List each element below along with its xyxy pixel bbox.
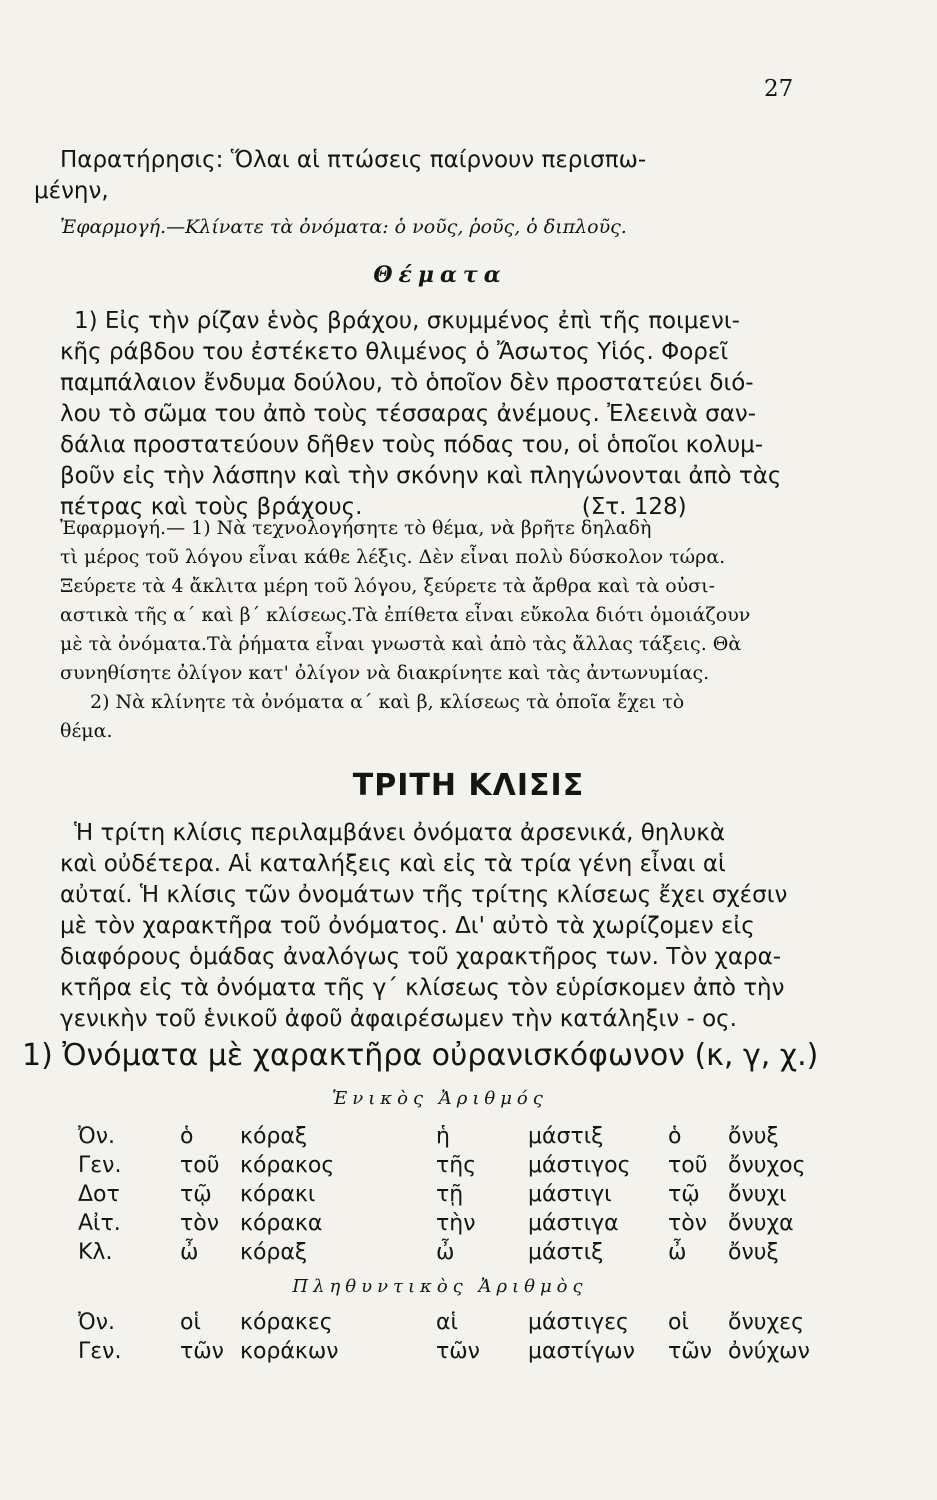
plural-table <box>78 1308 858 1366</box>
page-number: 27 <box>764 76 794 102</box>
table-row <box>78 1180 858 1209</box>
table-cell: τὸν <box>180 1211 219 1236</box>
paragraph-line: λου τὸ σῶμα του ἀπὸ τοὺς τέσσαρας ἀνέμους. Ἐλεεινὰ σαν- <box>60 401 756 427</box>
table-cell: τῇ <box>436 1182 464 1207</box>
table-cell: ὦ <box>180 1240 199 1265</box>
table-row <box>78 1151 858 1180</box>
subsection-title: 1) Ὀνόματα μὲ χαρακτῆρα οὐρανισκόφωνον (κ, γ, χ.) <box>22 1038 819 1073</box>
table-cell: κόραξ <box>240 1240 308 1265</box>
table-cell: κόρακα <box>240 1211 323 1236</box>
paragraph-line: πέτρας καὶ τοὺς βράχους. (Στ. 128) <box>60 494 687 520</box>
table-cell: ὄνυχα <box>728 1211 794 1236</box>
table-cell: μάστιγι <box>528 1182 612 1207</box>
theme-1-paragraph <box>60 306 820 523</box>
table-row <box>78 1308 858 1337</box>
case-label: Γεν. <box>78 1153 122 1178</box>
table-cell: ὀνύχων <box>728 1339 810 1364</box>
table-cell: μάστιξ <box>528 1124 604 1149</box>
paragraph-line: κτῆρα εἰς τὰ ὀνόματα τῆς γ΄ κλίσεως τὸν εὑρίσκομεν ἀπὸ τὴν <box>60 975 785 1001</box>
case-label: Γεν. <box>78 1339 122 1364</box>
table-cell: μάστιγος <box>528 1153 631 1178</box>
note-line: Παρατήρησις: Ὅλαι αἱ πτώσεις παίρνουν περισπω- <box>60 147 647 173</box>
table-cell: οἱ <box>180 1310 201 1335</box>
table-cell: ὦ <box>668 1240 687 1265</box>
paragraph-line: μὲ τὸν χαρακτῆρα τοῦ ὀνόματος. Δι' αὐτὸ τὰ χωρίζομεν εἰς <box>60 913 755 939</box>
table-cell: ὁ <box>668 1124 682 1149</box>
table-cell: ὄνυχι <box>728 1182 787 1207</box>
table-cell: κοράκων <box>240 1339 339 1364</box>
table-cell: τῆς <box>436 1153 477 1178</box>
table-cell: ὁ <box>180 1124 194 1149</box>
table-cell: τὸν <box>668 1211 707 1236</box>
case-label: Δοτ <box>78 1182 120 1207</box>
table-cell: κόρακος <box>240 1153 335 1178</box>
paragraph-line: παμπάλαιον ἔνδυμα δούλου, τὸ ὁποῖον δὲν προστατεύει διό- <box>60 370 754 396</box>
paragraph-line: Ἐφαρμογή.— 1) Νὰ τεχνολογήσητε τὸ θέμα, νὰ βρῆτε δηλαδὴ <box>60 517 652 539</box>
table-cell: κόρακες <box>240 1310 333 1335</box>
paragraph-line: θέμα. <box>60 720 113 742</box>
table-cell: τοῦ <box>180 1153 220 1178</box>
singular-label: Ἑνικὸς Ἀριθμός <box>332 1088 548 1109</box>
table-cell: μάστιγες <box>528 1310 629 1335</box>
paragraph-line: αὐταί. Ἡ κλίσις τῶν ὀνομάτων τῆς τρίτης κλίσεως ἔχει σχέσιν <box>60 882 788 908</box>
paragraph-line: Ἡ τρίτη κλίσις περιλαμβάνει ὀνόματα ἀρσενικά, θηλυκὰ <box>74 820 726 846</box>
paragraph-line: κῆς ράβδου του ἐστέκετο θλιμένος ὁ Ἄσωτος Υἱός. Φορεῖ <box>60 339 729 365</box>
table-cell: τῶν <box>668 1339 712 1364</box>
case-label: Ὀν. <box>78 1310 115 1335</box>
table-row <box>78 1238 858 1267</box>
table-cell: ὄνυχος <box>728 1153 806 1178</box>
table-cell: ἡ <box>436 1124 450 1149</box>
paragraph-line: δάλια προστατεύουν δῆθεν τοὺς πόδας του, οἱ ὁποῖοι κολυμ- <box>60 432 764 458</box>
table-cell: τῶν <box>180 1339 224 1364</box>
table-cell: αἱ <box>436 1310 458 1335</box>
paragraph-line: Ξεύρετε τὰ 4 ἄκλιτα μέρη τοῦ λόγου, ξεύρετε τὰ ἄρθρα καὶ τὰ οὐσι- <box>60 575 716 597</box>
paragraph-line: 2) Νὰ κλίνητε τὰ ὀνόματα α΄ καὶ β, κλίσεως τὰ ὁποῖα ἔχει τὸ <box>90 691 685 713</box>
paragraph-line: τὶ μέρος τοῦ λόγου εἶναι κάθε λέξις. Δὲν εἶναι πολὺ δύσκολον τώρα. <box>60 546 726 568</box>
paragraph-line: αστικὰ τῆς α΄ καὶ β΄ κλίσεως.Τὰ ἐπίθετα εἶναι εὔκολα διότι ὁμοιάζουν <box>60 604 751 626</box>
application-paragraph <box>60 514 840 746</box>
case-label: Κλ. <box>78 1240 113 1265</box>
table-cell: ὦ <box>436 1240 455 1265</box>
exercise-1 <box>60 213 820 242</box>
section-heading: ΤΡΙΤΗ ΚΛΙΣΙΣ <box>352 768 585 803</box>
case-label: Ὀν. <box>78 1124 115 1149</box>
singular-table <box>78 1122 858 1267</box>
table-cell: μάστιγα <box>528 1211 619 1236</box>
paragraph-line: συνηθίσητε ὀλίγον κατ' ὀλίγον νὰ διακρίνητε καὶ τὰς ἀντωνυμίας. <box>60 662 710 684</box>
table-row <box>78 1122 858 1151</box>
paragraph-line: καὶ οὐδέτερα. Αἱ καταλήξεις καὶ εἰς τὰ τρία γένη εἶναι αἱ <box>60 851 726 877</box>
table-cell: οἱ <box>668 1310 689 1335</box>
themes-title: Θέματα <box>373 262 507 288</box>
table-cell: ὄνυξ <box>728 1124 779 1149</box>
paragraph-line: διαφόρους ὁμάδας ἀναλόγως τοῦ χαρακτῆρος των. Τὸν χαρα- <box>60 944 782 970</box>
table-cell: μάστιξ <box>528 1240 604 1265</box>
third-declension-paragraph <box>60 818 850 1035</box>
plural-label: Πληθυντικὸς Ἀριθμὸς <box>292 1276 588 1297</box>
paragraph-line: μὲ τὰ ὀνόματα.Τὰ ῥήματα εἶναι γνωστὰ καὶ ἀπὸ τὰς ἄλλας τάξεις. Θὰ <box>60 633 742 655</box>
paragraph-line: γενικὴν τοῦ ἑνικοῦ ἀφοῦ ἀφαιρέσωμεν τὴν κατάληξιν - ος. <box>60 1006 737 1032</box>
note-block <box>34 145 820 207</box>
note-line: μένην, <box>34 178 109 204</box>
case-label: Αἰτ. <box>78 1211 121 1236</box>
table-cell: κόραξ <box>240 1124 308 1149</box>
table-cell: τὴν <box>436 1211 476 1236</box>
table-cell: ὄνυξ <box>728 1240 779 1265</box>
table-row <box>78 1209 858 1238</box>
table-cell: τῶν <box>436 1339 480 1364</box>
paragraph-line: 1) Εἰς τὴν ρίζαν ἑνὸς βράχου, σκυμμένος ἐπὶ τῆς ποιμενι- <box>74 308 740 334</box>
table-cell: τῷ <box>180 1182 212 1207</box>
table-cell: μαστίγων <box>528 1339 635 1364</box>
table-cell: τῷ <box>668 1182 700 1207</box>
table-row <box>78 1337 858 1366</box>
table-cell: τοῦ <box>668 1153 708 1178</box>
table-cell: κόρακι <box>240 1182 316 1207</box>
table-cell: ὄνυχες <box>728 1310 804 1335</box>
paragraph-line: βοῦν εἰς τὴν λάσπην καὶ τὴν σκόνην καὶ πληγώνονται ἀπὸ τὰς <box>60 463 782 489</box>
exercise-line: Ἐφαρμογή.—Κλίνατε τὰ ὀνόματα: ὁ νοῦς, ῥοῦς, ὁ διπλοῦς. <box>60 216 627 238</box>
